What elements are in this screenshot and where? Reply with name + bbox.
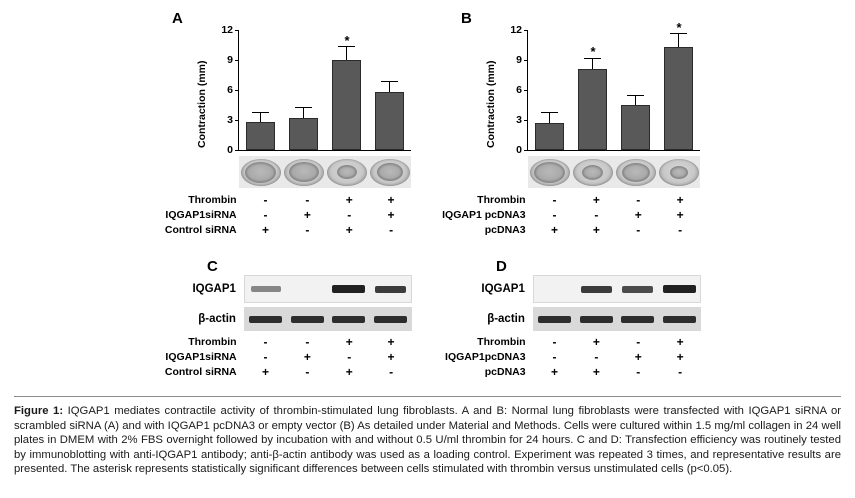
panel-b-condition-2-value-1: - xyxy=(552,207,557,222)
figure-caption-text: IQGAP1 mediates contractile activity of thrombin-stimulated lung fibroblasts. A and B: Normal lung fibroblasts were transfected with IQGAP1 siRNA or scrambled siRNA (A) and with IQGAP1 pcDNA3 or empty vector (B) As detailed under Material and Methods. Cells were cultured within 1.5 mg/ml collagen in 24 well plates in DMEM with 2% FBS overnight followed by incubation with and without 0.5 U/ml thrombin for 24 hours. C and D: Transfection efficiency was routinely tested by immunoblotting with anti-IQGAP1 antibody; anti-β-actin antibody was used as a loading control. Experiment was repeated 3 times, and representative results are presented. The asterisk represents statistically significant differences between cells stimulated with thrombin versus unstimulated cells (p<0.05). xyxy=(14,405,841,476)
panel-b-dish-strip xyxy=(528,156,700,188)
panel-a-bar-3 xyxy=(332,60,361,150)
panel-d xyxy=(437,258,727,378)
panel-c-blot-label-bactin: β-actin xyxy=(198,313,236,325)
panel-c-condition-2-value-3: - xyxy=(347,349,352,364)
panel-a-letter: A xyxy=(172,10,183,27)
panel-d-condition-1-value-1: - xyxy=(552,334,557,349)
panel-c-condition-row-1 xyxy=(150,334,412,349)
panel-d-condition-2-value-3: + xyxy=(634,349,642,364)
panel-d-condition-3-value-3: - xyxy=(636,364,641,379)
panel-c-condition-2-value-2: + xyxy=(303,349,311,364)
panel-b-dish-4 xyxy=(657,156,700,188)
panel-b-errorcap-3 xyxy=(627,95,644,96)
panel-d-condition-label-1: Thrombin xyxy=(477,335,526,348)
panel-c-condition-3-value-4: - xyxy=(389,364,394,379)
panel-a-errorbar-2 xyxy=(303,108,304,118)
panel-b-dish-2 xyxy=(571,156,614,188)
panel-a-dish-strip xyxy=(239,156,411,188)
panel-c-blot-lane-4 xyxy=(369,276,411,302)
panel-b-bar-4 xyxy=(664,47,693,150)
panel-b-dish-3 xyxy=(614,156,657,188)
panel-c-letter: C xyxy=(207,258,218,275)
panel-d-blot-strip-iqgap1 xyxy=(533,275,701,303)
panel-d-blot-lane-1 xyxy=(534,276,576,302)
panel-c-condition-label-1: Thrombin xyxy=(188,335,237,348)
panel-d-condition-3-value-1: + xyxy=(551,364,559,379)
figure-caption-label: Figure 1: xyxy=(14,405,64,417)
panel-b-ticklabel-9: 9 xyxy=(516,54,522,66)
panel-d-bactin-lane-3 xyxy=(617,308,659,330)
panel-b-errorcap-1 xyxy=(541,112,558,113)
panel-b-condition-1-value-2: + xyxy=(592,192,600,207)
panel-c-blot-label-iqgap1: IQGAP1 xyxy=(192,283,236,295)
panel-a-significance-star-3: * xyxy=(344,33,350,48)
panel-d-condition-3-value-2: + xyxy=(592,364,600,379)
panel-a-bar-4 xyxy=(375,92,404,150)
panel-a-conditions xyxy=(150,192,412,237)
panel-c xyxy=(150,258,440,378)
panel-a-tick-9 xyxy=(235,60,239,61)
panel-c-conditions xyxy=(150,334,412,379)
panel-c-condition-1-value-4: + xyxy=(387,334,395,349)
panel-b-condition-1-value-4: + xyxy=(676,192,684,207)
panel-a-condition-2-value-2: + xyxy=(303,207,311,222)
panel-b-condition-label-1: Thrombin xyxy=(477,193,526,206)
panel-b-tick-6 xyxy=(524,90,528,91)
panel-d-blot-label-bactin: β-actin xyxy=(487,313,525,325)
panel-a-ylabel: Contraction (mm) xyxy=(196,60,208,148)
panel-b-significance-star-2: * xyxy=(590,44,596,59)
panel-b-condition-2-value-3: + xyxy=(634,207,642,222)
panel-c-condition-2-value-4: + xyxy=(387,349,395,364)
panel-d-condition-row-1 xyxy=(437,334,701,349)
panel-d-blot-lane-3 xyxy=(617,276,659,302)
panel-c-blot-strip-bactin xyxy=(244,307,412,331)
panel-d-condition-label-3: pcDNA3 xyxy=(484,365,526,378)
panel-a-condition-row-2 xyxy=(150,207,412,222)
panel-b-tick-3 xyxy=(524,120,528,121)
panel-b-condition-label-2: IQGAP1 pcDNA3 xyxy=(442,208,526,221)
panel-b-condition-3-value-3: - xyxy=(636,222,641,237)
panel-d-blot-strip-bactin xyxy=(533,307,701,331)
panel-d-condition-row-2 xyxy=(437,349,701,364)
panel-a-errorcap-1 xyxy=(252,112,269,113)
panel-a-errorcap-4 xyxy=(381,81,398,82)
panel-a-dish-4 xyxy=(368,156,411,188)
panel-a-ticklabel-3: 3 xyxy=(227,114,233,126)
panel-c-condition-1-value-2: - xyxy=(305,334,310,349)
panel-b-condition-1-value-3: - xyxy=(636,192,641,207)
panel-b-ticklabel-6: 6 xyxy=(516,84,522,96)
panel-b-tick-9 xyxy=(524,60,528,61)
panel-c-bactin-lane-3 xyxy=(328,308,370,330)
panel-d-condition-2-value-4: + xyxy=(676,349,684,364)
panel-b-ticklabel-12: 12 xyxy=(510,24,522,36)
panel-a-condition-1-value-3: + xyxy=(345,192,353,207)
panel-a-bar-2 xyxy=(289,118,318,150)
panel-c-blot-lane-3 xyxy=(328,276,370,302)
caption-divider xyxy=(14,396,841,397)
panel-d-condition-1-value-3: - xyxy=(636,334,641,349)
panel-b-bar-2 xyxy=(578,69,607,150)
panel-b-ticklabel-3: 3 xyxy=(516,114,522,126)
panel-a-condition-3-value-2: - xyxy=(305,222,310,237)
panel-b-ylabel: Contraction (mm) xyxy=(485,60,497,148)
panel-b xyxy=(437,8,717,248)
panel-c-condition-1-value-3: + xyxy=(345,334,353,349)
panel-a-tick-0 xyxy=(235,150,239,151)
panel-c-condition-2-value-1: - xyxy=(263,349,268,364)
panel-d-condition-row-3 xyxy=(437,364,701,379)
figure-caption xyxy=(14,404,841,477)
panel-a-ticklabel-0: 0 xyxy=(227,144,233,156)
panel-b-ticklabel-0: 0 xyxy=(516,144,522,156)
panel-d-condition-1-value-4: + xyxy=(676,334,684,349)
panel-a-condition-3-value-4: - xyxy=(389,222,394,237)
panel-c-condition-3-value-2: - xyxy=(305,364,310,379)
panel-a-ticklabel-6: 6 xyxy=(227,84,233,96)
panel-a-condition-label-3: Control siRNA xyxy=(164,223,237,236)
panel-a-dish-1 xyxy=(239,156,282,188)
panel-d-condition-1-value-2: + xyxy=(592,334,600,349)
panel-c-condition-row-3 xyxy=(150,364,412,379)
panel-c-blot-strip-iqgap1 xyxy=(244,275,412,303)
panel-d-bactin-lane-1 xyxy=(534,308,576,330)
panel-a-ticklabel-12: 12 xyxy=(221,24,233,36)
panel-d-bactin-lane-2 xyxy=(575,308,617,330)
panel-b-errorbar-1 xyxy=(549,113,550,123)
panel-d-blot-lane-4 xyxy=(658,276,700,302)
panel-d-blot-row-iqgap1 xyxy=(437,276,701,302)
panel-a-condition-2-value-1: - xyxy=(263,207,268,222)
panel-a-condition-label-1: Thrombin xyxy=(188,193,237,206)
panel-b-condition-3-value-2: + xyxy=(592,222,600,237)
panel-b-condition-1-value-1: - xyxy=(552,192,557,207)
panel-d-condition-2-value-1: - xyxy=(552,349,557,364)
panel-c-blot-row-iqgap1 xyxy=(150,276,412,302)
panel-a-condition-3-value-3: + xyxy=(345,222,353,237)
panel-d-blot-row-bactin xyxy=(437,308,701,330)
panel-b-condition-row-2 xyxy=(437,207,701,222)
panel-a-errorcap-2 xyxy=(295,107,312,108)
panel-d-condition-label-2: IQGAP1pcDNA3 xyxy=(445,350,526,363)
panel-c-condition-label-2: IQGAP1siRNA xyxy=(165,350,237,363)
panel-b-bar-3 xyxy=(621,105,650,150)
panel-c-condition-label-3: Control siRNA xyxy=(164,365,237,378)
panel-d-bactin-lane-4 xyxy=(658,308,700,330)
panel-b-dish-1 xyxy=(528,156,571,188)
panel-c-bactin-lane-2 xyxy=(286,308,328,330)
panel-b-errorbar-3 xyxy=(635,96,636,105)
panel-c-blot-row-bactin xyxy=(150,308,412,330)
panel-a-condition-1-value-2: - xyxy=(305,192,310,207)
panel-b-letter: B xyxy=(461,10,472,27)
panel-c-blot-lane-2 xyxy=(286,276,328,302)
panel-b-condition-2-value-2: - xyxy=(594,207,599,222)
panel-c-blot-lane-1 xyxy=(245,276,287,302)
panel-a-errorbar-1 xyxy=(260,113,261,122)
panel-a-condition-row-1 xyxy=(150,192,412,207)
panel-d-conditions xyxy=(437,334,701,379)
panel-b-condition-label-3: pcDNA3 xyxy=(484,223,526,236)
panel-d-blot-lane-2 xyxy=(575,276,617,302)
panel-b-condition-row-1 xyxy=(437,192,701,207)
panel-a-condition-row-3 xyxy=(150,222,412,237)
panel-d-blot-label-iqgap1: IQGAP1 xyxy=(481,283,525,295)
panel-a-condition-2-value-4: + xyxy=(387,207,395,222)
panel-b-condition-3-value-1: + xyxy=(551,222,559,237)
panel-b-plot xyxy=(510,20,700,156)
panel-d-condition-3-value-4: - xyxy=(678,364,683,379)
panel-d-condition-2-value-2: - xyxy=(594,349,599,364)
panel-a-condition-2-value-3: - xyxy=(347,207,352,222)
panel-a-ticklabel-9: 9 xyxy=(227,54,233,66)
panel-d-letter: D xyxy=(496,258,507,275)
panel-a-plot xyxy=(221,24,411,156)
panel-a-condition-1-value-4: + xyxy=(387,192,395,207)
panel-b-condition-row-3 xyxy=(437,222,701,237)
panel-c-bactin-lane-4 xyxy=(369,308,411,330)
panel-a-condition-1-value-1: - xyxy=(263,192,268,207)
panel-c-condition-3-value-3: + xyxy=(345,364,353,379)
panel-a-tick-3 xyxy=(235,120,239,121)
panel-b-condition-2-value-4: + xyxy=(676,207,684,222)
panel-c-bactin-lane-1 xyxy=(245,308,287,330)
panel-a-errorbar-4 xyxy=(389,82,390,92)
panel-b-errorbar-4 xyxy=(678,34,679,47)
panel-a-bar-1 xyxy=(246,122,275,150)
panel-a-tick-12 xyxy=(235,30,239,31)
panel-a-tick-6 xyxy=(235,90,239,91)
panel-b-errorbar-2 xyxy=(592,59,593,69)
panel-b-significance-star-4: * xyxy=(676,20,682,35)
panel-a xyxy=(150,8,420,248)
panel-a-dish-3 xyxy=(325,156,368,188)
panel-b-conditions xyxy=(437,192,701,237)
panel-c-condition-row-2 xyxy=(150,349,412,364)
panel-b-tick-0 xyxy=(524,150,528,151)
panel-b-condition-3-value-4: - xyxy=(678,222,683,237)
panel-c-condition-1-value-1: - xyxy=(263,334,268,349)
panel-b-bar-1 xyxy=(535,123,564,150)
panel-b-tick-12 xyxy=(524,30,528,31)
panel-a-condition-3-value-1: + xyxy=(262,222,270,237)
panel-c-condition-3-value-1: + xyxy=(262,364,270,379)
panel-a-condition-label-2: IQGAP1siRNA xyxy=(165,208,237,221)
panel-a-errorbar-3 xyxy=(346,47,347,60)
panel-a-dish-2 xyxy=(282,156,325,188)
